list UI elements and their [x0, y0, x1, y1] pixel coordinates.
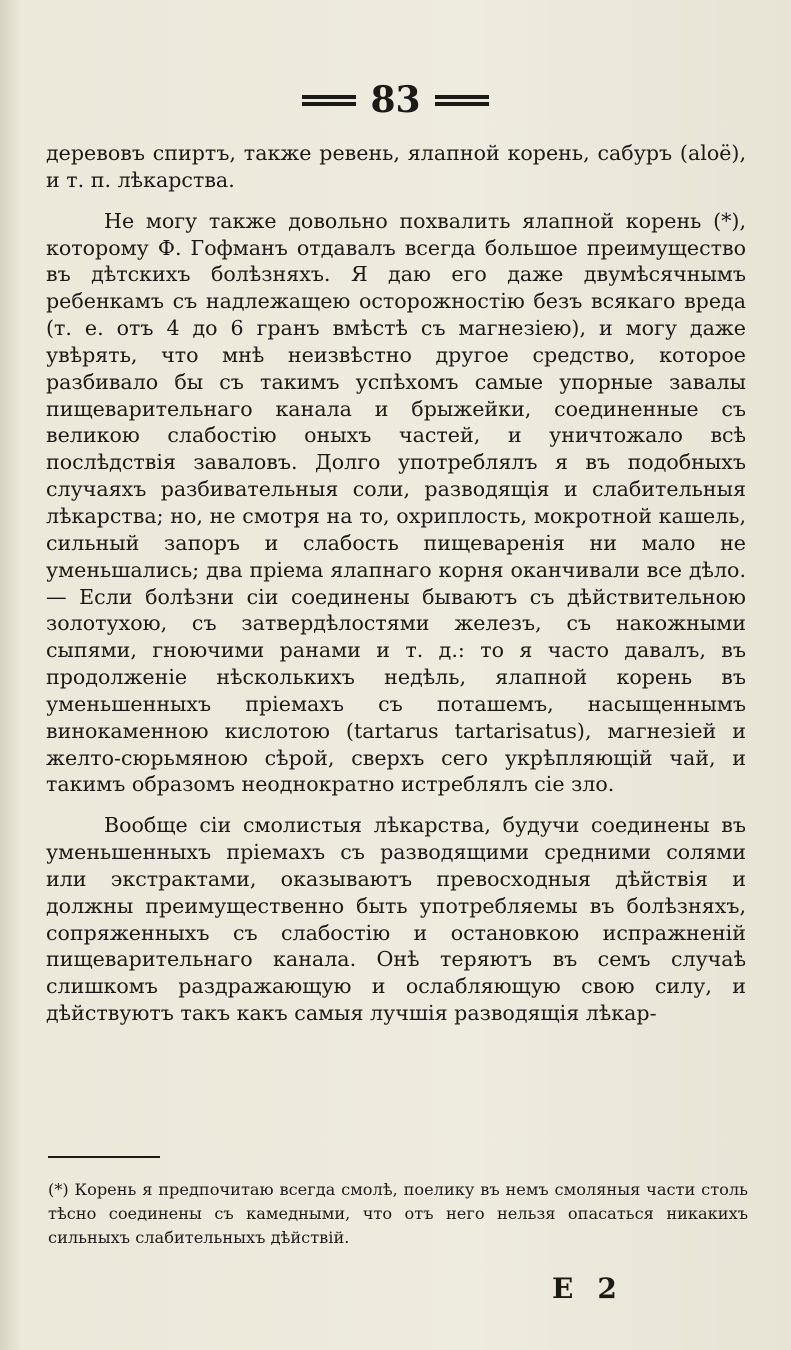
page-number: 83	[370, 79, 421, 121]
footnote-divider	[48, 1156, 160, 1158]
main-text	[46, 140, 746, 1027]
page-header	[0, 80, 791, 120]
signature-number: 2	[597, 1272, 617, 1305]
footnote: (*) Корень я предпочитаю всегда смолѣ, поелику въ немъ смоляныя части столь тѣсно соединены съ камедными, что отъ него нельзя опасаться никакихъ сильныхъ слабительныхъ дѣйствій.	[48, 1180, 748, 1247]
paragraph-jalap: Не могу также довольно похвалить ялапной корень (*), которому Ф. Гофманъ отдавалъ всегда большое преимущество въ дѣтскихъ болѣзняхъ. Я даю его даже двумѣсячнымъ ребенкамъ съ надлежащею осторожностію безъ всякаго вреда (т. е. отъ 4 до 6 гранъ вмѣстѣ съ магнезіею), и могу даже увѣрять, что мнѣ неизвѣстно другое средство, которое разбивало бы съ такимъ успѣхомъ самые упорные завалы пищеварительнаго канала и брыжейки, соединенные съ великою слабостію оныхъ частей, и уничтожало всѣ послѣдствія заваловъ. Долго употреблялъ я въ подобныхъ случаяхъ разбивательныя соли, разводящія и слабительныя лѣкарства; но, не смотря на то, охриплость, мокротной кашель, сильный запоръ и слабость пищеваренія ни мало не уменьшались; два пріема ялапнаго корня оканчивали все дѣло. — Если болѣзни сіи соединены бываютъ съ дѣйствительною золотухою, съ затвердѣлостями железъ, съ накожными сыпями, гноючими ранами и т. д.: то я часто давалъ, въ продолженіе нѣсколькихъ недѣль, ялапной корень въ уменьшенныхъ пріемахъ съ поташемъ, насыщеннымъ винокаменною кислотою (tartarus tartarisatus), магнезіей и желто-сюрьмяною сѣрой, сверхъ сего укрѣпляющій чай, и такимъ образомъ неоднократно истреблялъ сіе зло.	[46, 208, 746, 797]
signature-letter: Е	[552, 1272, 574, 1305]
printer-signature-mark	[552, 1272, 617, 1305]
header-rule-right	[435, 92, 489, 109]
paragraph-resinous-medicines: Вообще сіи смолистыя лѣкарства, будучи соединены въ уменьшенныхъ пріемахъ съ разводящими средними солями или экстрактами, оказываютъ превосходныя дѣйствія и должны преимущественно быть употребляемы въ болѣзняхъ, сопряженныхъ съ слабостію и остановкою испражненій пищеварительнаго канала. Онѣ теряютъ въ семъ случаѣ слишкомъ раздражающую и ослабляющую свою силу, и дѣйствуютъ такъ какъ самыя лучшія разводящія лѣкар-	[46, 813, 746, 1026]
paragraph-continuation: деревовъ спиртъ, также ревень, ялапной корень, сабуръ (aloë), и т. п. лѣкарства.	[46, 141, 746, 192]
header-rule-left	[302, 92, 356, 109]
